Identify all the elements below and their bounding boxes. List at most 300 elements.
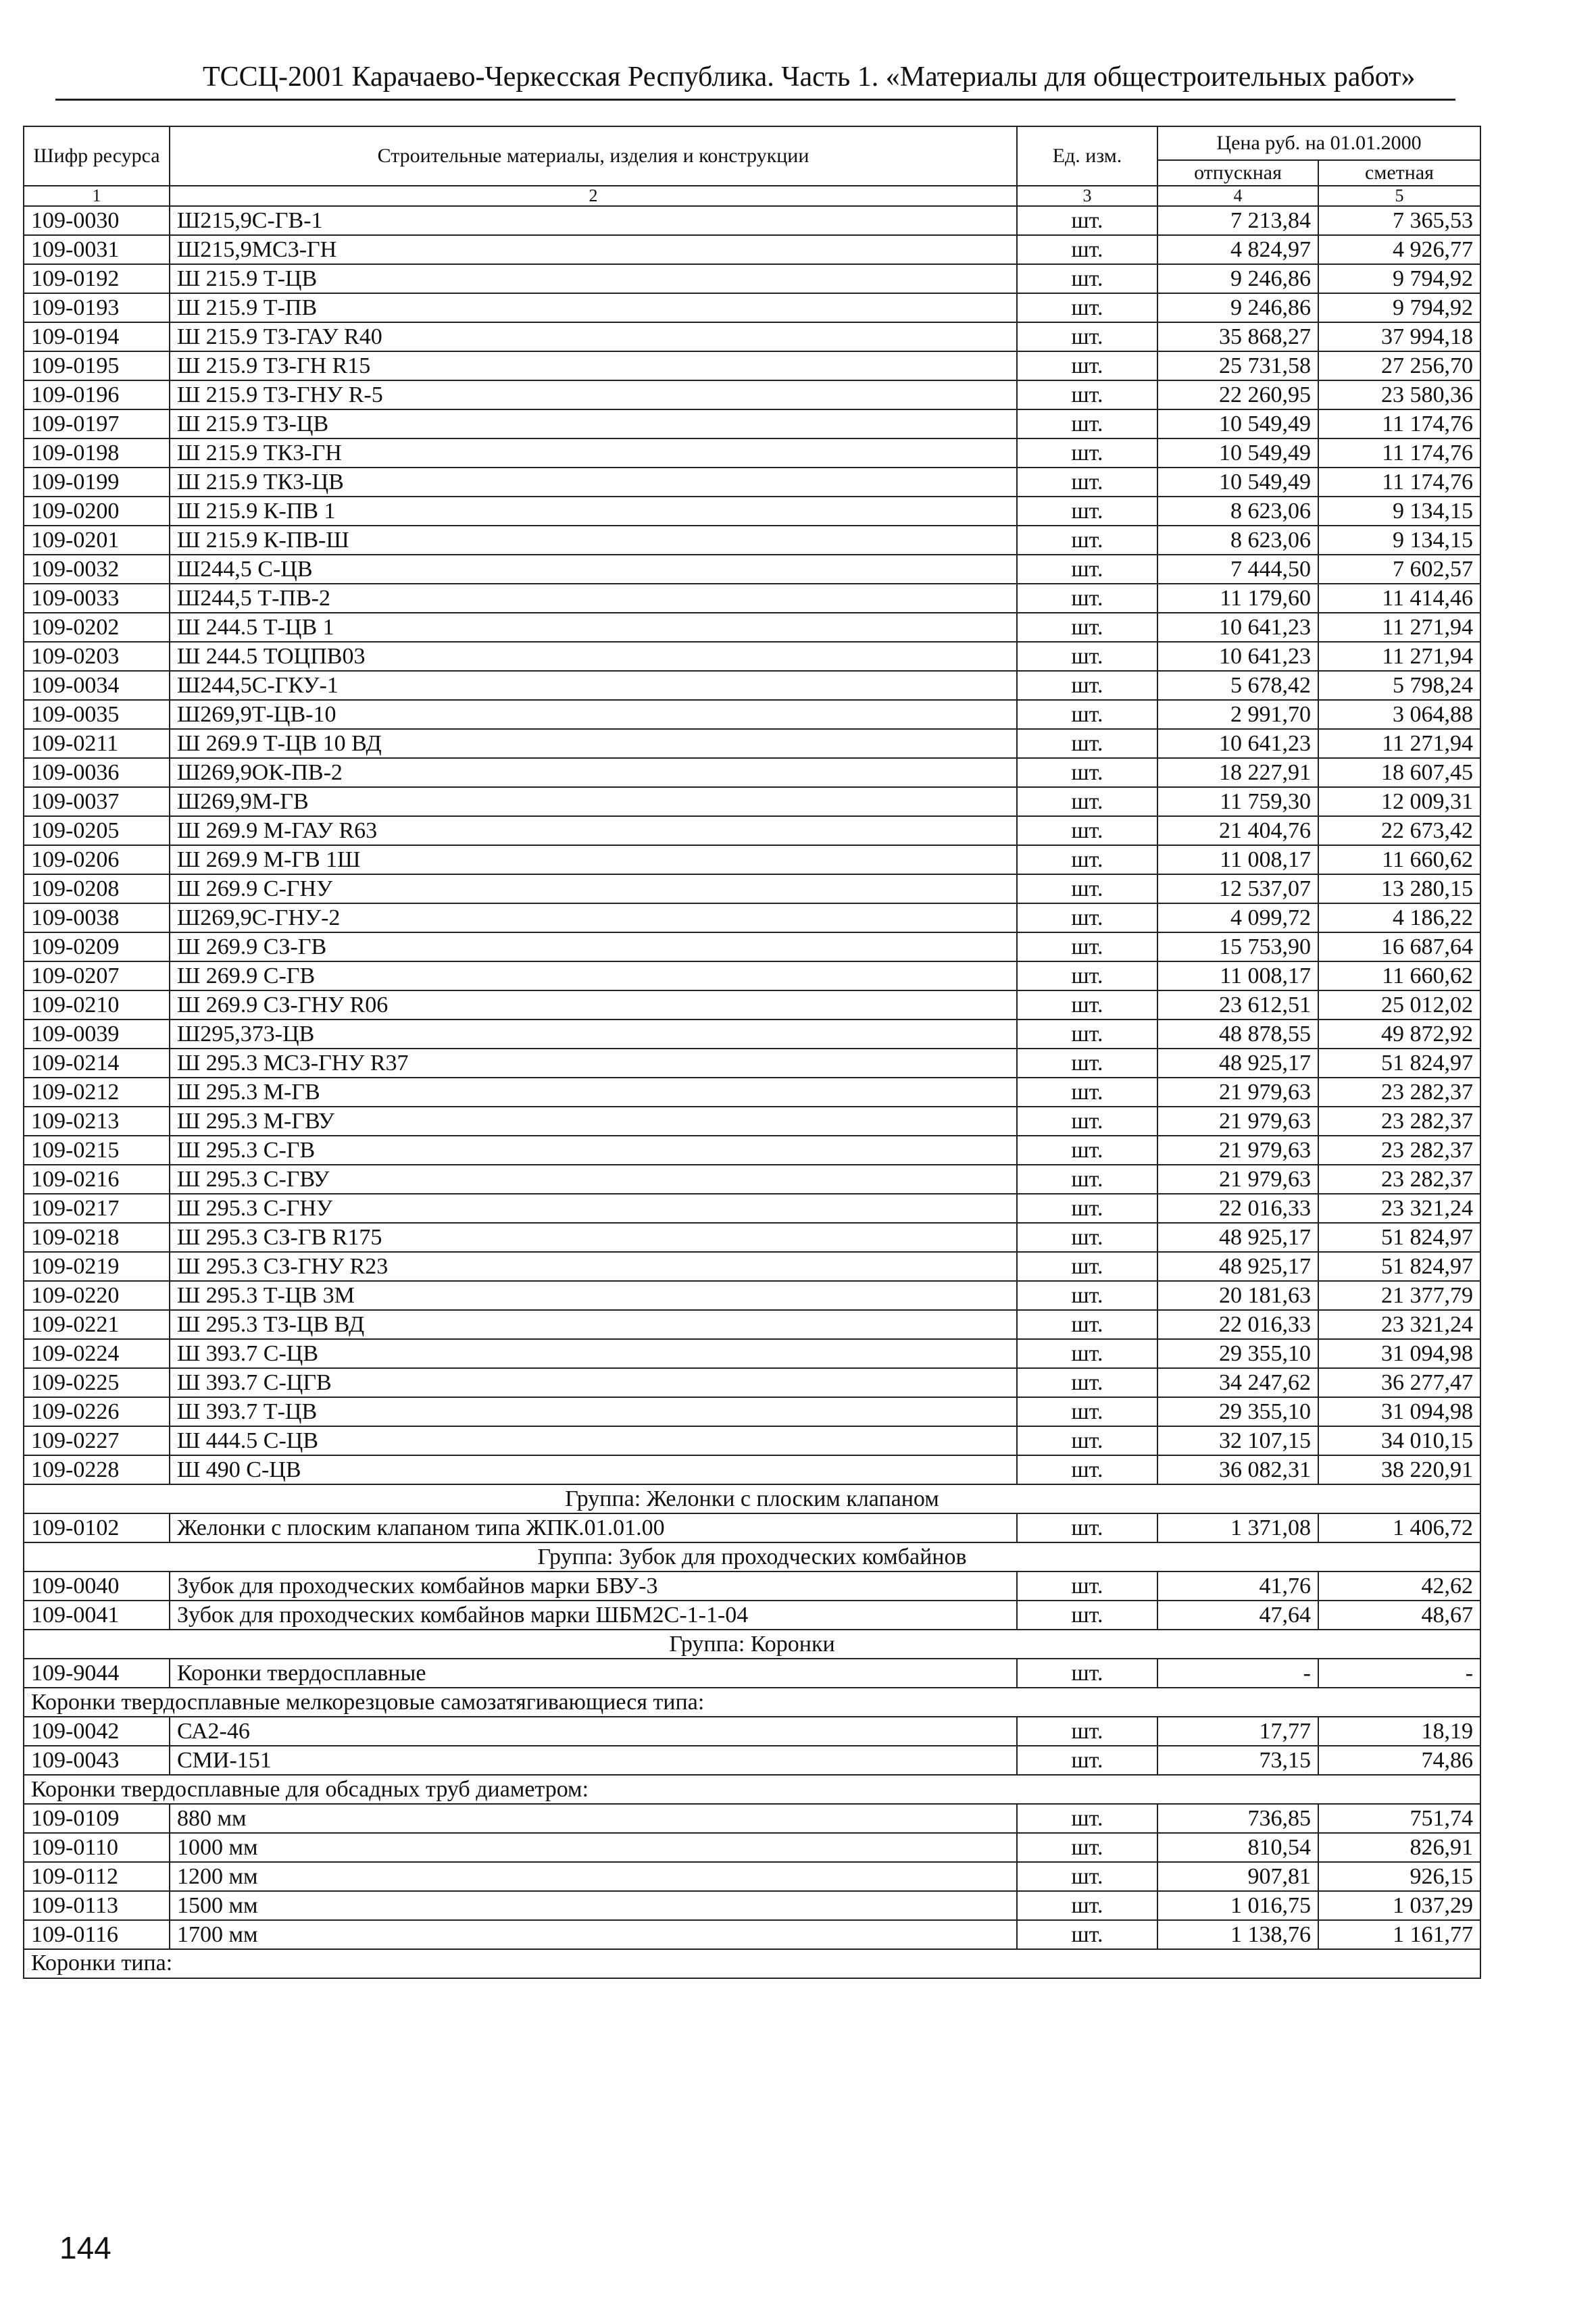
- resource-code: 109-0209: [24, 932, 170, 961]
- release-price: 22 016,33: [1157, 1194, 1318, 1223]
- table-row: [24, 1513, 1480, 1542]
- estimate-price: 18 607,45: [1318, 758, 1480, 787]
- resource-unit: шт.: [1017, 1862, 1157, 1891]
- price-table: [23, 126, 1481, 1979]
- estimate-price: 5 798,24: [1318, 671, 1480, 700]
- table-row: [24, 497, 1480, 526]
- estimate-price: 21 377,79: [1318, 1281, 1480, 1310]
- estimate-price: 11 174,76: [1318, 438, 1480, 468]
- resource-name: Ш269,9ОК-ПВ-2: [170, 758, 1017, 787]
- release-price: 41,76: [1157, 1571, 1318, 1601]
- estimate-price: 18,19: [1318, 1717, 1480, 1746]
- resource-code: 109-9044: [24, 1659, 170, 1688]
- resource-name: Желонки с плоским клапаном типа ЖПК.01.01.00: [170, 1513, 1017, 1542]
- resource-code: 109-0221: [24, 1310, 170, 1339]
- resource-unit: шт.: [1017, 642, 1157, 671]
- table-row: [24, 758, 1480, 787]
- resource-code: 109-0202: [24, 613, 170, 642]
- table-row: [24, 1281, 1480, 1310]
- estimate-price: 11 271,94: [1318, 613, 1480, 642]
- table-row: [24, 526, 1480, 555]
- release-price: 21 979,63: [1157, 1136, 1318, 1165]
- koronki-sub2: [24, 1775, 1480, 1804]
- release-price: 4 824,97: [1157, 235, 1318, 264]
- table-row: [24, 1020, 1480, 1049]
- resource-unit: шт.: [1017, 293, 1157, 322]
- resource-name: Ш 444.5 С-ЦВ: [170, 1426, 1017, 1455]
- estimate-price: 38 220,91: [1318, 1455, 1480, 1484]
- table-row: [24, 1455, 1480, 1484]
- col-number: 2: [170, 186, 1017, 206]
- resource-unit: шт.: [1017, 1455, 1157, 1484]
- resource-code: 109-0213: [24, 1107, 170, 1136]
- estimate-price: 23 282,37: [1318, 1165, 1480, 1194]
- estimate-price: 74,86: [1318, 1746, 1480, 1775]
- resource-name: Ш 393.7 С-ЦВ: [170, 1339, 1017, 1368]
- release-price: -: [1157, 1659, 1318, 1688]
- release-price: 12 537,07: [1157, 874, 1318, 903]
- table-row: [24, 264, 1480, 293]
- resource-code: 109-0224: [24, 1339, 170, 1368]
- release-price: 22 016,33: [1157, 1310, 1318, 1339]
- resource-name: Ш 295.3 М-ГВУ: [170, 1107, 1017, 1136]
- release-price: 11 008,17: [1157, 845, 1318, 874]
- resource-name: Ш 244.5 Т-ЦВ 1: [170, 613, 1017, 642]
- release-price: 9 246,86: [1157, 264, 1318, 293]
- subheading: Коронки твердосплавные мелкорезцовые самозатягивающиеся типа:: [24, 1688, 1480, 1717]
- resource-name: Ш 393.7 С-ЦГВ: [170, 1368, 1017, 1397]
- resource-name: Ш 269.9 С-ГНУ: [170, 874, 1017, 903]
- resource-unit: шт.: [1017, 1339, 1157, 1368]
- col-header-price: Цена руб. на 01.01.2000: [1157, 126, 1480, 160]
- table-row: [24, 438, 1480, 468]
- resource-code: 109-0030: [24, 206, 170, 235]
- estimate-price: 34 010,15: [1318, 1426, 1480, 1455]
- table-row: [24, 1310, 1480, 1339]
- table-row: [24, 787, 1480, 816]
- resource-name: Ш 215.9 ТЗ-ЦВ: [170, 409, 1017, 438]
- table-row: [24, 206, 1480, 235]
- estimate-price: 9 134,15: [1318, 497, 1480, 526]
- estimate-price: 27 256,70: [1318, 351, 1480, 380]
- resource-name: Ш269,9Т-ЦВ-10: [170, 700, 1017, 729]
- resource-code: 109-0043: [24, 1746, 170, 1775]
- release-price: 736,85: [1157, 1804, 1318, 1833]
- estimate-price: 11 174,76: [1318, 468, 1480, 497]
- resource-name: Ш269,9С-ГНУ-2: [170, 903, 1017, 932]
- col-number: 3: [1017, 186, 1157, 206]
- resource-code: 109-0227: [24, 1426, 170, 1455]
- resource-code: 109-0199: [24, 468, 170, 497]
- resource-unit: шт.: [1017, 555, 1157, 584]
- resource-name: Ш 215.9 Т-ПВ: [170, 293, 1017, 322]
- resource-unit: шт.: [1017, 613, 1157, 642]
- resource-name: 1700 мм: [170, 1920, 1017, 1949]
- page-title: ТССЦ-2001 Карачаево-Черкесская Республика. Часть 1. «Материалы для общестроительных работ»: [203, 61, 1416, 93]
- resource-name: Ш 269.9 М-ГАУ R63: [170, 816, 1017, 845]
- resource-code: 109-0113: [24, 1891, 170, 1920]
- table-row: [24, 1223, 1480, 1252]
- resource-name: Ш215,9С-ГВ-1: [170, 206, 1017, 235]
- table-row: [24, 932, 1480, 961]
- table-row: [24, 1397, 1480, 1426]
- table-row: [24, 1891, 1480, 1920]
- resource-unit: шт.: [1017, 468, 1157, 497]
- resource-code: 109-0033: [24, 584, 170, 613]
- resource-code: 109-0220: [24, 1281, 170, 1310]
- table-row: [24, 409, 1480, 438]
- resource-unit: шт.: [1017, 1426, 1157, 1455]
- estimate-price: 11 174,76: [1318, 409, 1480, 438]
- table-row: [24, 1252, 1480, 1281]
- resource-unit: шт.: [1017, 438, 1157, 468]
- estimate-price: 31 094,98: [1318, 1339, 1480, 1368]
- col-header-name: Строительные материалы, изделия и конструкции: [170, 126, 1017, 186]
- estimate-price: 4 926,77: [1318, 235, 1480, 264]
- resource-code: 109-0196: [24, 380, 170, 409]
- title-rule: [55, 99, 1455, 101]
- resource-code: 109-0198: [24, 438, 170, 468]
- table-row: [24, 903, 1480, 932]
- resource-unit: шт.: [1017, 1601, 1157, 1630]
- resource-name: Ш 215.9 К-ПВ-Ш: [170, 526, 1017, 555]
- resource-name: Коронки твердосплавные: [170, 1659, 1017, 1688]
- estimate-price: 9 794,92: [1318, 293, 1480, 322]
- release-price: 10 641,23: [1157, 729, 1318, 758]
- resource-name: 1500 мм: [170, 1891, 1017, 1920]
- resource-unit: шт.: [1017, 990, 1157, 1020]
- resource-code: 109-0197: [24, 409, 170, 438]
- resource-unit: шт.: [1017, 1368, 1157, 1397]
- resource-name: Ш 295.3 СЗ-ГНУ R23: [170, 1252, 1017, 1281]
- resource-code: 109-0212: [24, 1078, 170, 1107]
- resource-code: 109-0210: [24, 990, 170, 1020]
- resource-name: Ш269,9М-ГВ: [170, 787, 1017, 816]
- resource-unit: шт.: [1017, 1310, 1157, 1339]
- col-number: 4: [1157, 186, 1318, 206]
- col-number: 5: [1318, 186, 1480, 206]
- estimate-price: 23 580,36: [1318, 380, 1480, 409]
- resource-code: 109-0201: [24, 526, 170, 555]
- release-price: 8 623,06: [1157, 526, 1318, 555]
- col-number: 1: [24, 186, 170, 206]
- resource-unit: шт.: [1017, 1659, 1157, 1688]
- resource-unit: шт.: [1017, 1107, 1157, 1136]
- estimate-price: 13 280,15: [1318, 874, 1480, 903]
- resource-unit: шт.: [1017, 1049, 1157, 1078]
- table-row: [24, 700, 1480, 729]
- col-header-unit: Ед. изм.: [1017, 126, 1157, 186]
- resource-code: 109-0203: [24, 642, 170, 671]
- release-price: 17,77: [1157, 1717, 1318, 1746]
- resource-name: Ш 244.5 ТОЦПВ03: [170, 642, 1017, 671]
- resource-name: Ш 490 С-ЦВ: [170, 1455, 1017, 1484]
- resource-code: 109-0037: [24, 787, 170, 816]
- resource-name: Ш 215.9 Т-ЦВ: [170, 264, 1017, 293]
- estimate-price: 926,15: [1318, 1862, 1480, 1891]
- release-price: 25 731,58: [1157, 351, 1318, 380]
- koronki-sub2-rows: [24, 1804, 1480, 1949]
- estimate-price: 51 824,97: [1318, 1252, 1480, 1281]
- resource-name: Ш 295.3 С-ГВ: [170, 1136, 1017, 1165]
- col-header-estimate: сметная: [1318, 160, 1480, 186]
- estimate-price: 4 186,22: [1318, 903, 1480, 932]
- resource-unit: шт.: [1017, 1194, 1157, 1223]
- table-row: [24, 235, 1480, 264]
- resource-unit: шт.: [1017, 671, 1157, 700]
- release-price: 4 099,72: [1157, 903, 1318, 932]
- estimate-price: 42,62: [1318, 1571, 1480, 1601]
- release-price: 11 759,30: [1157, 787, 1318, 816]
- resource-code: 109-0217: [24, 1194, 170, 1223]
- table-row: [24, 1920, 1480, 1949]
- release-price: 15 753,90: [1157, 932, 1318, 961]
- release-price: 1 138,76: [1157, 1920, 1318, 1949]
- resource-code: 109-0110: [24, 1833, 170, 1862]
- resource-code: 109-0102: [24, 1513, 170, 1542]
- release-price: 48 925,17: [1157, 1252, 1318, 1281]
- table-row: [24, 874, 1480, 903]
- resource-unit: шт.: [1017, 787, 1157, 816]
- resource-name: Ш 295.3 ТЗ-ЦВ ВД: [170, 1310, 1017, 1339]
- resource-name: Ш 295.3 С-ГВУ: [170, 1165, 1017, 1194]
- resource-name: Ш 215.9 К-ПВ 1: [170, 497, 1017, 526]
- resource-code: 109-0214: [24, 1049, 170, 1078]
- table-row: [24, 729, 1480, 758]
- resource-name: 880 мм: [170, 1804, 1017, 1833]
- subheading: Коронки типа:: [24, 1949, 1480, 1978]
- table-row: [24, 613, 1480, 642]
- resource-unit: шт.: [1017, 322, 1157, 351]
- table-row: [24, 1717, 1480, 1746]
- estimate-price: 16 687,64: [1318, 932, 1480, 961]
- resource-name: СМИ-151: [170, 1746, 1017, 1775]
- estimate-price: 36 277,47: [1318, 1368, 1480, 1397]
- resource-code: 109-0042: [24, 1717, 170, 1746]
- resource-name: Ш244,5 С-ЦВ: [170, 555, 1017, 584]
- release-price: 10 641,23: [1157, 613, 1318, 642]
- estimate-price: 51 824,97: [1318, 1223, 1480, 1252]
- estimate-price: 1 406,72: [1318, 1513, 1480, 1542]
- release-price: 7 444,50: [1157, 555, 1318, 584]
- table-row: [24, 1804, 1480, 1833]
- release-price: 907,81: [1157, 1862, 1318, 1891]
- estimate-price: 48,67: [1318, 1601, 1480, 1630]
- resource-code: 109-0219: [24, 1252, 170, 1281]
- estimate-price: 1 161,77: [1318, 1920, 1480, 1949]
- resource-name: Ш215,9МС3-ГН: [170, 235, 1017, 264]
- resource-unit: шт.: [1017, 874, 1157, 903]
- resource-code: 109-0193: [24, 293, 170, 322]
- table-row: [24, 961, 1480, 990]
- estimate-price: 23 321,24: [1318, 1310, 1480, 1339]
- resource-name: Ш 215.9 ТЗ-ГНУ R-5: [170, 380, 1017, 409]
- table-row: [24, 584, 1480, 613]
- resource-name: Ш 295.3 М-ГВ: [170, 1078, 1017, 1107]
- resource-code: 109-0206: [24, 845, 170, 874]
- release-price: 29 355,10: [1157, 1397, 1318, 1426]
- release-price: 22 260,95: [1157, 380, 1318, 409]
- group-zubok: [24, 1542, 1480, 1571]
- estimate-price: 7 602,57: [1318, 555, 1480, 584]
- resource-name: Ш 295.3 С-ГНУ: [170, 1194, 1017, 1223]
- release-price: 32 107,15: [1157, 1426, 1318, 1455]
- resource-code: 109-0194: [24, 322, 170, 351]
- estimate-price: 11 271,94: [1318, 729, 1480, 758]
- group-title: Группа: Желонки с плоским клапаном: [24, 1484, 1480, 1513]
- resource-unit: шт.: [1017, 1717, 1157, 1746]
- estimate-price: 23 321,24: [1318, 1194, 1480, 1223]
- resource-unit: шт.: [1017, 1804, 1157, 1833]
- resource-name: Ш 269.9 СЗ-ГНУ R06: [170, 990, 1017, 1020]
- subheading: Коронки твердосплавные для обсадных труб диаметром:: [24, 1775, 1480, 1804]
- resource-unit: шт.: [1017, 758, 1157, 787]
- resource-code: 109-0040: [24, 1571, 170, 1601]
- resource-name: Ш 269.9 СЗ-ГВ: [170, 932, 1017, 961]
- resource-code: 109-0035: [24, 700, 170, 729]
- resource-name: Ш 215.9 ТКЗ-ЦВ: [170, 468, 1017, 497]
- resource-code: 109-0218: [24, 1223, 170, 1252]
- release-price: 21 404,76: [1157, 816, 1318, 845]
- release-price: 23 612,51: [1157, 990, 1318, 1020]
- estimate-price: 31 094,98: [1318, 1397, 1480, 1426]
- resource-name: Ш244,5С-ГКУ-1: [170, 671, 1017, 700]
- table-row: [24, 1165, 1480, 1194]
- resource-code: 109-0205: [24, 816, 170, 845]
- table-row: [24, 1339, 1480, 1368]
- resource-unit: шт.: [1017, 380, 1157, 409]
- subheading-row: [24, 1949, 1480, 1978]
- page-number: 144: [59, 2230, 111, 2265]
- resource-unit: шт.: [1017, 1513, 1157, 1542]
- release-price: 10 549,49: [1157, 468, 1318, 497]
- resource-name: Ш 215.9 ТЗ-ГАУ R40: [170, 322, 1017, 351]
- resource-unit: шт.: [1017, 1078, 1157, 1107]
- estimate-price: 826,91: [1318, 1833, 1480, 1862]
- resource-unit: шт.: [1017, 1746, 1157, 1775]
- estimate-price: 23 282,37: [1318, 1078, 1480, 1107]
- table-row: [24, 1368, 1480, 1397]
- release-price: 34 247,62: [1157, 1368, 1318, 1397]
- table-row: [24, 816, 1480, 845]
- table-row: [24, 1078, 1480, 1107]
- release-price: 10 641,23: [1157, 642, 1318, 671]
- release-price: 11 008,17: [1157, 961, 1318, 990]
- resource-unit: шт.: [1017, 816, 1157, 845]
- table-row: [24, 468, 1480, 497]
- table-row: [24, 555, 1480, 584]
- group-koronki: [24, 1630, 1480, 1717]
- resource-code: 109-0226: [24, 1397, 170, 1426]
- resource-name: Ш244,5 Т-ПВ-2: [170, 584, 1017, 613]
- estimate-price: 751,74: [1318, 1804, 1480, 1833]
- resource-name: Ш 269.9 Т-ЦВ 10 ВД: [170, 729, 1017, 758]
- resource-name: 1000 мм: [170, 1833, 1017, 1862]
- release-price: 36 082,31: [1157, 1455, 1318, 1484]
- table-row: [24, 671, 1480, 700]
- release-price: 7 213,84: [1157, 206, 1318, 235]
- estimate-price: 25 012,02: [1318, 990, 1480, 1020]
- table-row: [24, 1426, 1480, 1455]
- resource-name: Ш 393.7 Т-ЦВ: [170, 1397, 1017, 1426]
- resource-code: 109-0116: [24, 1920, 170, 1949]
- release-price: 1 016,75: [1157, 1891, 1318, 1920]
- group-title: Группа: Зубок для проходческих комбайнов: [24, 1542, 1480, 1571]
- release-price: 48 878,55: [1157, 1020, 1318, 1049]
- estimate-price: 1 037,29: [1318, 1891, 1480, 1920]
- resource-code: 109-0109: [24, 1804, 170, 1833]
- resource-name: Ш 295.3 Т-ЦВ 3М: [170, 1281, 1017, 1310]
- release-price: 20 181,63: [1157, 1281, 1318, 1310]
- resource-name: Ш 295.3 МСЗ-ГНУ R37: [170, 1049, 1017, 1078]
- release-price: 35 868,27: [1157, 322, 1318, 351]
- resource-unit: шт.: [1017, 526, 1157, 555]
- resource-unit: шт.: [1017, 932, 1157, 961]
- release-price: 5 678,42: [1157, 671, 1318, 700]
- resource-unit: шт.: [1017, 1397, 1157, 1426]
- estimate-price: 9 794,92: [1318, 264, 1480, 293]
- resource-code: 109-0211: [24, 729, 170, 758]
- koronki-sub1-rows: [24, 1717, 1480, 1775]
- group-zubok-rows: [24, 1571, 1480, 1630]
- col-header-code: Шифр ресурса: [24, 126, 170, 186]
- resource-unit: шт.: [1017, 1833, 1157, 1862]
- resource-name: Зубок для проходческих комбайнов марки ШБМ2С-1-1-04: [170, 1601, 1017, 1630]
- resource-code: 109-0200: [24, 497, 170, 526]
- resource-unit: шт.: [1017, 264, 1157, 293]
- table-row: [24, 1107, 1480, 1136]
- resource-code: 109-0036: [24, 758, 170, 787]
- resource-unit: шт.: [1017, 1020, 1157, 1049]
- resource-name: Ш 269.9 М-ГВ 1Ш: [170, 845, 1017, 874]
- resource-unit: шт.: [1017, 1281, 1157, 1310]
- resource-code: 109-0207: [24, 961, 170, 990]
- release-price: 1 371,08: [1157, 1513, 1318, 1542]
- release-price: 21 979,63: [1157, 1078, 1318, 1107]
- table-row: [24, 380, 1480, 409]
- release-price: 8 623,06: [1157, 497, 1318, 526]
- release-price: 18 227,91: [1157, 758, 1318, 787]
- resource-code: 109-0216: [24, 1165, 170, 1194]
- resource-code: 109-0034: [24, 671, 170, 700]
- table-row: [24, 351, 1480, 380]
- resource-code: 109-0112: [24, 1862, 170, 1891]
- estimate-price: 23 282,37: [1318, 1136, 1480, 1165]
- table-row: [24, 1659, 1480, 1688]
- resource-unit: шт.: [1017, 1136, 1157, 1165]
- resource-code: 109-0192: [24, 264, 170, 293]
- estimate-price: -: [1318, 1659, 1480, 1688]
- estimate-price: 11 660,62: [1318, 845, 1480, 874]
- resource-unit: шт.: [1017, 961, 1157, 990]
- release-price: 2 991,70: [1157, 700, 1318, 729]
- release-price: 10 549,49: [1157, 438, 1318, 468]
- resource-unit: шт.: [1017, 584, 1157, 613]
- resource-code: 109-0039: [24, 1020, 170, 1049]
- release-price: 11 179,60: [1157, 584, 1318, 613]
- release-price: 48 925,17: [1157, 1223, 1318, 1252]
- resource-unit: шт.: [1017, 351, 1157, 380]
- resource-unit: шт.: [1017, 1252, 1157, 1281]
- estimate-price: 51 824,97: [1318, 1049, 1480, 1078]
- release-price: 21 979,63: [1157, 1107, 1318, 1136]
- resource-unit: шт.: [1017, 845, 1157, 874]
- resource-code: 109-0225: [24, 1368, 170, 1397]
- table-row: [24, 1194, 1480, 1223]
- resource-unit: шт.: [1017, 700, 1157, 729]
- group-zhelonki-rows: [24, 1513, 1480, 1542]
- release-price: 47,64: [1157, 1601, 1318, 1630]
